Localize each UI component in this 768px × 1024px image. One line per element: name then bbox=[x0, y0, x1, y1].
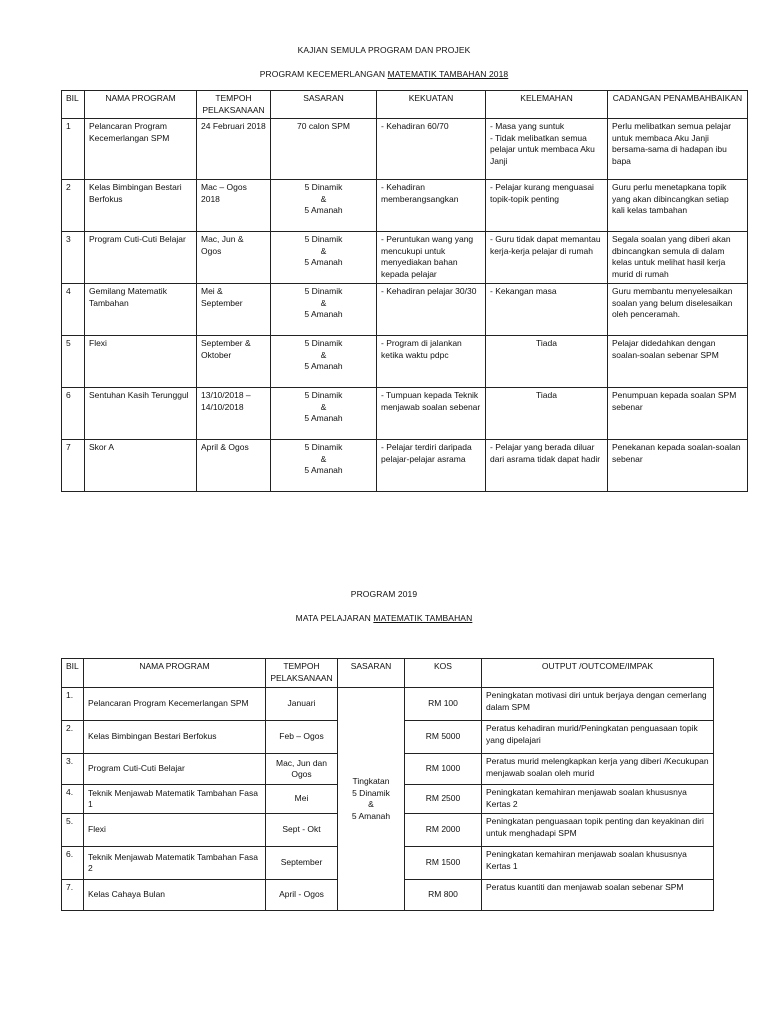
row-cadangan: Penekanan kepada soalan-soalan sebenar bbox=[608, 440, 748, 492]
row-kos: RM 1000 bbox=[405, 754, 482, 785]
row-output: Peningkatan kemahiran menjawab soalan khususnya Kertas 2 bbox=[482, 785, 714, 814]
row-cadangan: Pelajar didedahkan dengan soalan-soalan sebenar SPM bbox=[608, 336, 748, 388]
row-tempoh: April - Ogos bbox=[266, 880, 338, 911]
row-nama-program: Kelas Bimbingan Bestari Berfokus bbox=[84, 721, 266, 754]
col-header-tempoh: TEMPOH PELAKSANAAN bbox=[197, 91, 271, 119]
section2-subheading-prefix: MATA PELAJARAN bbox=[295, 613, 374, 623]
row-nama-program: Teknik Menjawab Matematik Tambahan Fasa 1 bbox=[84, 785, 266, 814]
row-nama-program: Sentuhan Kasih Terunggul bbox=[85, 388, 197, 440]
table-row bbox=[62, 336, 748, 388]
row-kekuatan: - Tumpuan kepada Teknik menjawab soalan sebenar bbox=[377, 388, 486, 440]
row-kos: RM 2500 bbox=[405, 785, 482, 814]
row-tempoh: Sept - Okt bbox=[266, 814, 338, 847]
row-bil: 5. bbox=[62, 814, 84, 847]
table-header-row bbox=[62, 659, 714, 688]
row-nama-program: Gemilang Matematik Tambahan bbox=[85, 284, 197, 336]
row-kelemahan: Tiada bbox=[486, 388, 608, 440]
section1-subheading-prefix: PROGRAM KECEMERLANGAN bbox=[259, 69, 388, 79]
col-header-output: OUTPUT /OUTCOME/IMPAK bbox=[482, 659, 714, 688]
row-bil: 2. bbox=[62, 721, 84, 754]
row-kekuatan: - Program di jalankan ketika waktu pdpc bbox=[377, 336, 486, 388]
table-row bbox=[62, 284, 748, 336]
row-bil: 7 bbox=[62, 440, 85, 492]
row-sasaran: 5 Dinamik & 5 Amanah bbox=[271, 180, 377, 232]
row-output: Peningkatan kemahiran menjawab soalan khususnya Kertas 1 bbox=[482, 847, 714, 880]
row-output: Peratus murid melengkapkan kerja yang diberi /Kecukupan menjawab soalan oleh murid bbox=[482, 754, 714, 785]
row-kekuatan: - Kehadiran memberangsangkan bbox=[377, 180, 486, 232]
table-row bbox=[62, 688, 714, 721]
row-nama-program: Kelas Cahaya Bulan bbox=[84, 880, 266, 911]
row-sasaran: 5 Dinamik & 5 Amanah bbox=[271, 284, 377, 336]
row-output: Peratus kuantiti dan menjawab soalan sebenar SPM bbox=[482, 880, 714, 911]
row-bil: 3 bbox=[62, 232, 85, 284]
row-bil: 1. bbox=[62, 688, 84, 721]
row-tempoh: Mac – Ogos 2018 bbox=[197, 180, 271, 232]
row-cadangan: Perlu melibatkan semua pelajar untuk membaca Aku Janji bersama-sama di hadapan ibu bapa bbox=[608, 119, 748, 180]
row-kelemahan: - Masa yang suntuk - Tidak melibatkan semua pelajar untuk membaca Aku Janji bbox=[486, 119, 608, 180]
section1-subheading bbox=[0, 69, 768, 79]
row-tempoh: April & Ogos bbox=[197, 440, 271, 492]
row-kos: RM 100 bbox=[405, 688, 482, 721]
row-nama-program: Pelancaran Program Kecemerlangan SPM bbox=[85, 119, 197, 180]
row-tempoh: Feb – Ogos bbox=[266, 721, 338, 754]
table-row bbox=[62, 180, 748, 232]
row-nama-program: Teknik Menjawab Matematik Tambahan Fasa 2 bbox=[84, 847, 266, 880]
program-table-2019 bbox=[61, 658, 714, 911]
row-sasaran: 5 Dinamik & 5 Amanah bbox=[271, 336, 377, 388]
col-header-bil: BIL bbox=[62, 91, 85, 119]
col-header-nama: NAMA PROGRAM bbox=[85, 91, 197, 119]
row-bil: 6. bbox=[62, 847, 84, 880]
row-cadangan: Guru membantu menyelesaikan soalan yang belum diselesaikan oleh penceramah. bbox=[608, 284, 748, 336]
row-kelemahan: - Pelajar kurang menguasai topik-topik penting bbox=[486, 180, 608, 232]
table-row bbox=[62, 119, 748, 180]
section2-subheading bbox=[0, 613, 768, 623]
row-bil: 7. bbox=[62, 880, 84, 911]
row-kos: RM 5000 bbox=[405, 721, 482, 754]
row-bil: 2 bbox=[62, 180, 85, 232]
col-header-kelemahan: KELEMAHAN bbox=[486, 91, 608, 119]
col-header-tempoh: TEMPOH PELAKSANAAN bbox=[266, 659, 338, 688]
review-table-2018 bbox=[61, 90, 748, 492]
row-sasaran: 5 Dinamik & 5 Amanah bbox=[271, 232, 377, 284]
row-kekuatan: - Peruntukan wang yang mencukupi untuk menyediakan bahan kepada pelajar bbox=[377, 232, 486, 284]
row-kos: RM 2000 bbox=[405, 814, 482, 847]
table-row bbox=[62, 440, 748, 492]
table-row bbox=[62, 232, 748, 284]
row-kos: RM 800 bbox=[405, 880, 482, 911]
col-header-sasaran: SASARAN bbox=[271, 91, 377, 119]
section1-heading: KAJIAN SEMULA PROGRAM DAN PROJEK bbox=[297, 45, 471, 55]
row-tempoh: September & Oktober bbox=[197, 336, 271, 388]
row-kos: RM 1500 bbox=[405, 847, 482, 880]
row-tempoh: Mac, Jun dan Ogos bbox=[266, 754, 338, 785]
section2-subject: MATEMATIK TAMBAHAN bbox=[373, 613, 473, 623]
row-tempoh: 13/10/2018 – 14/10/2018 bbox=[197, 388, 271, 440]
row-kekuatan: - Kehadiran 60/70 bbox=[377, 119, 486, 180]
col-header-cadangan: CADANGAN PENAMBAHBAIKAN bbox=[608, 91, 748, 119]
row-output: Peningkatan penguasaan topik penting dan keyakinan diri untuk menghadapi SPM bbox=[482, 814, 714, 847]
row-nama-program: Program Cuti-Cuti Belajar bbox=[84, 754, 266, 785]
col-header-bil: BIL bbox=[62, 659, 84, 688]
row-bil: 4 bbox=[62, 284, 85, 336]
row-nama-program: Kelas Bimbingan Bestari Berfokus bbox=[85, 180, 197, 232]
row-kelemahan: - Pelajar yang berada diluar dari asrama tidak dapat hadir bbox=[486, 440, 608, 492]
sasaran-merged-cell: Tingkatan 5 Dinamik & 5 Amanah bbox=[338, 688, 405, 911]
row-nama-program: Skor A bbox=[85, 440, 197, 492]
section1-subject: MATEMATIK TAMBAHAN 2018 bbox=[387, 69, 509, 79]
row-output: Peratus kehadiran murid/Peningkatan penguasaan topik yang dipelajari bbox=[482, 721, 714, 754]
row-kekuatan: - Kehadiran pelajar 30/30 bbox=[377, 284, 486, 336]
row-kekuatan: - Pelajar terdiri daripada pelajar-pelajar asrama bbox=[377, 440, 486, 492]
row-nama-program: Program Cuti-Cuti Belajar bbox=[85, 232, 197, 284]
table-row bbox=[62, 388, 748, 440]
row-tempoh: Mei & September bbox=[197, 284, 271, 336]
row-nama-program: Pelancaran Program Kecemerlangan SPM bbox=[84, 688, 266, 721]
row-tempoh: 24 Februari 2018 bbox=[197, 119, 271, 180]
row-bil: 4. bbox=[62, 785, 84, 814]
table-header-row bbox=[62, 91, 748, 119]
row-output: Peningkatan motivasi diri untuk berjaya dengan cemerlang dalam SPM bbox=[482, 688, 714, 721]
section2-heading: PROGRAM 2019 bbox=[350, 589, 418, 599]
row-nama-program: Flexi bbox=[85, 336, 197, 388]
row-bil: 3. bbox=[62, 754, 84, 785]
row-kelemahan: - Guru tidak dapat memantau kerja-kerja pelajar di rumah bbox=[486, 232, 608, 284]
row-bil: 5 bbox=[62, 336, 85, 388]
row-tempoh: Mac, Jun & Ogos bbox=[197, 232, 271, 284]
row-kelemahan: - Kekangan masa bbox=[486, 284, 608, 336]
col-header-nama: NAMA PROGRAM bbox=[84, 659, 266, 688]
row-cadangan: Penumpuan kepada soalan SPM sebenar bbox=[608, 388, 748, 440]
row-cadangan: Segala soalan yang diberi akan dbincangkan semula di dalam kelas untuk melihat hasil kerja murid di rumah bbox=[608, 232, 748, 284]
row-tempoh: Januari bbox=[266, 688, 338, 721]
row-bil: 1 bbox=[62, 119, 85, 180]
row-bil: 6 bbox=[62, 388, 85, 440]
row-tempoh: September bbox=[266, 847, 338, 880]
row-tempoh: Mei bbox=[266, 785, 338, 814]
row-sasaran: 70 calon SPM bbox=[271, 119, 377, 180]
row-nama-program: Flexi bbox=[84, 814, 266, 847]
col-header-sasaran: SASARAN bbox=[338, 659, 405, 688]
row-sasaran: 5 Dinamik & 5 Amanah bbox=[271, 440, 377, 492]
col-header-kekuatan: KEKUATAN bbox=[377, 91, 486, 119]
col-header-kos: KOS bbox=[405, 659, 482, 688]
row-sasaran: 5 Dinamik & 5 Amanah bbox=[271, 388, 377, 440]
row-cadangan: Guru perlu menetapkana topik yang akan dibincangkan setiap kali kelas tambahan bbox=[608, 180, 748, 232]
row-kelemahan: Tiada bbox=[486, 336, 608, 388]
